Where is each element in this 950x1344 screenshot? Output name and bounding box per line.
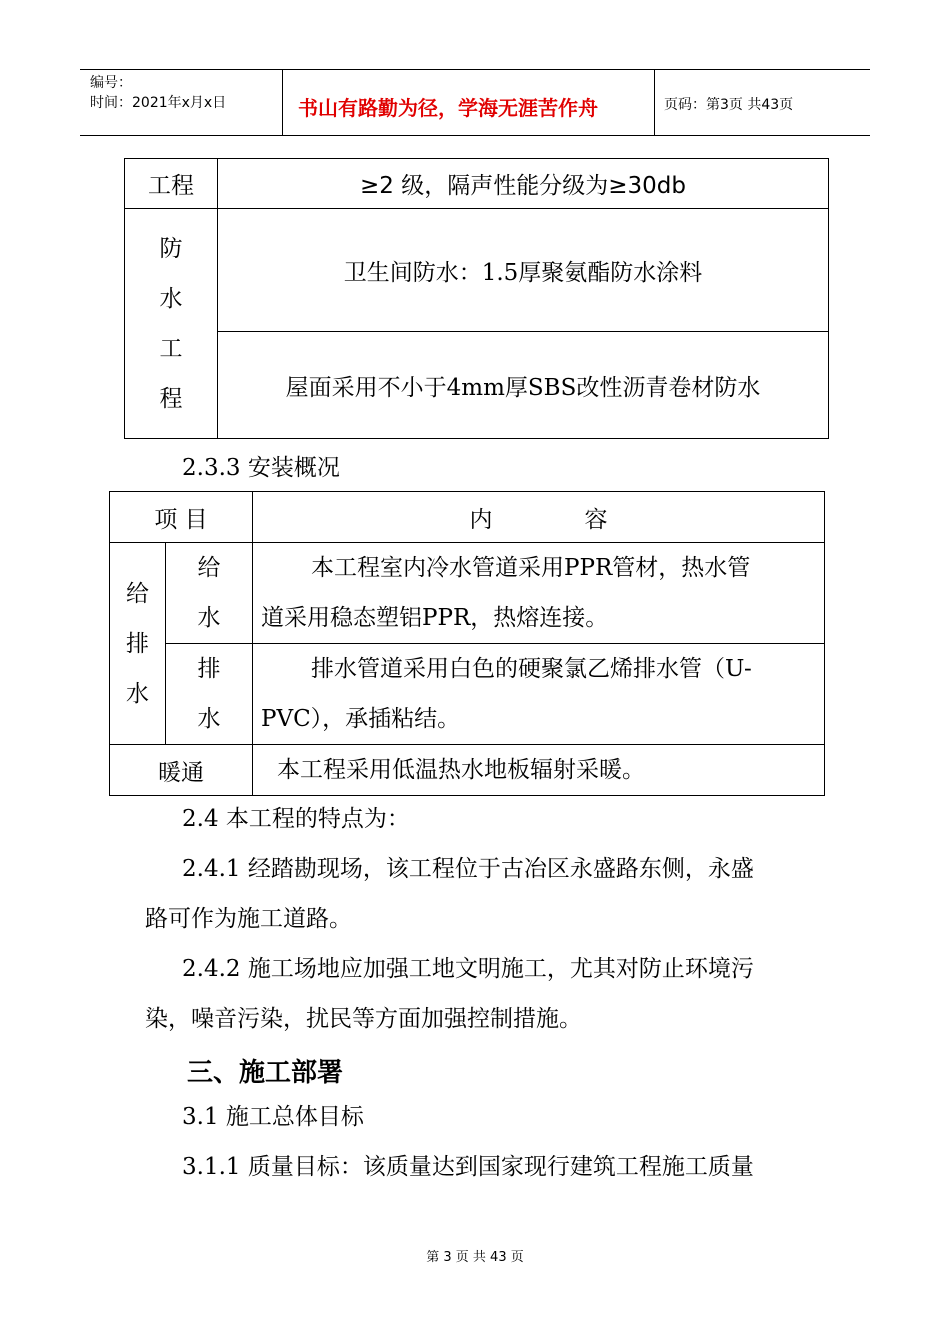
paragraph-2-4: 2.4 本工程的特点为： <box>182 806 410 832</box>
sub-char: 水 <box>197 605 221 631</box>
header-top-rule <box>80 69 870 70</box>
header-content-cell: 内 容 <box>253 492 825 543</box>
content-line: 排水管道采用白色的硬聚氯乙烯排水管（U- <box>311 656 752 682</box>
sub-char: 给 <box>197 555 221 581</box>
header-page-info: 页码：第3页 共43页 <box>664 97 794 113</box>
drainage-label <box>166 644 253 745</box>
header-time-label: 时间：2021年x月x日 <box>90 95 227 111</box>
plumbing-group-label <box>110 543 166 745</box>
water-supply-label <box>166 543 253 644</box>
row-label-engineering: 工程 <box>125 159 218 209</box>
header-motto: 书山有路勤为径，学海无涯苦作舟 <box>298 96 598 120</box>
drainage-content <box>253 644 825 745</box>
waterproof-group-label <box>125 209 218 439</box>
header-divider-1 <box>282 69 283 135</box>
paragraph-2-4-2-line1: 2.4.2 施工场地应加强工地文明施工，尤其对防止环境污 <box>182 956 754 982</box>
group-char: 给 <box>126 580 149 607</box>
paragraph-2-4-1-line2: 路可作为施工道路。 <box>145 906 352 932</box>
table-row <box>110 745 825 796</box>
group-char: 程 <box>159 385 183 412</box>
group-char: 防 <box>159 235 183 262</box>
installation-table <box>109 491 825 796</box>
group-char: 排 <box>126 630 149 657</box>
hvac-content: 本工程采用低温热水地板辐射采暖。 <box>253 745 825 796</box>
sub-char: 水 <box>197 706 221 732</box>
page-footer: 第 3 页 共 43 页 <box>426 1250 524 1265</box>
bathroom-waterproof-value: 卫生间防水：1.5厚聚氨酯防水涂料 <box>218 209 829 332</box>
content-line: 道采用稳态塑铝PPR，热熔连接。 <box>261 605 609 631</box>
sub-char: 排 <box>197 656 221 682</box>
paragraph-3-1: 3.1 施工总体目标 <box>182 1104 364 1130</box>
header-bottom-rule <box>80 135 870 136</box>
table-row <box>125 332 829 439</box>
hvac-label: 暖通 <box>110 745 253 796</box>
paragraph-2-4-1-line1: 2.4.1 经踏勘现场，该工程位于古冶区永盛路东侧，永盛 <box>182 856 754 882</box>
table-row <box>125 159 829 209</box>
water-supply-content <box>253 543 825 644</box>
roof-waterproof-value: 屋面采用不小于4mm厚SBS改性沥青卷材防水 <box>218 332 829 439</box>
sound-insulation-value: ≥2 级，隔声性能分级为≥30db <box>218 159 829 209</box>
content-line: 本工程室内冷水管道采用PPR管材，热水管 <box>311 555 751 581</box>
header-divider-2 <box>654 69 655 135</box>
paragraph-2-4-2-line2: 染，噪音污染，扰民等方面加强控制措施。 <box>145 1006 582 1032</box>
header-item-cell: 项 目 <box>110 492 253 543</box>
group-char: 水 <box>126 680 149 707</box>
group-char: 水 <box>159 285 183 312</box>
table-row <box>110 644 825 745</box>
content-line: PVC），承插粘结。 <box>261 706 461 732</box>
section-3-heading: 三、施工部署 <box>187 1058 344 1088</box>
table-row <box>125 209 829 332</box>
header-number-label: 编号： <box>90 75 132 91</box>
group-char: 工 <box>159 335 183 362</box>
section-2-3-3-heading: 2.3.3 安装概况 <box>182 455 340 481</box>
table-row <box>110 543 825 644</box>
paragraph-3-1-1: 3.1.1 质量目标：该质量达到国家现行建筑工程施工质量 <box>182 1154 754 1180</box>
table-row <box>110 492 825 543</box>
spec-table <box>124 158 829 439</box>
